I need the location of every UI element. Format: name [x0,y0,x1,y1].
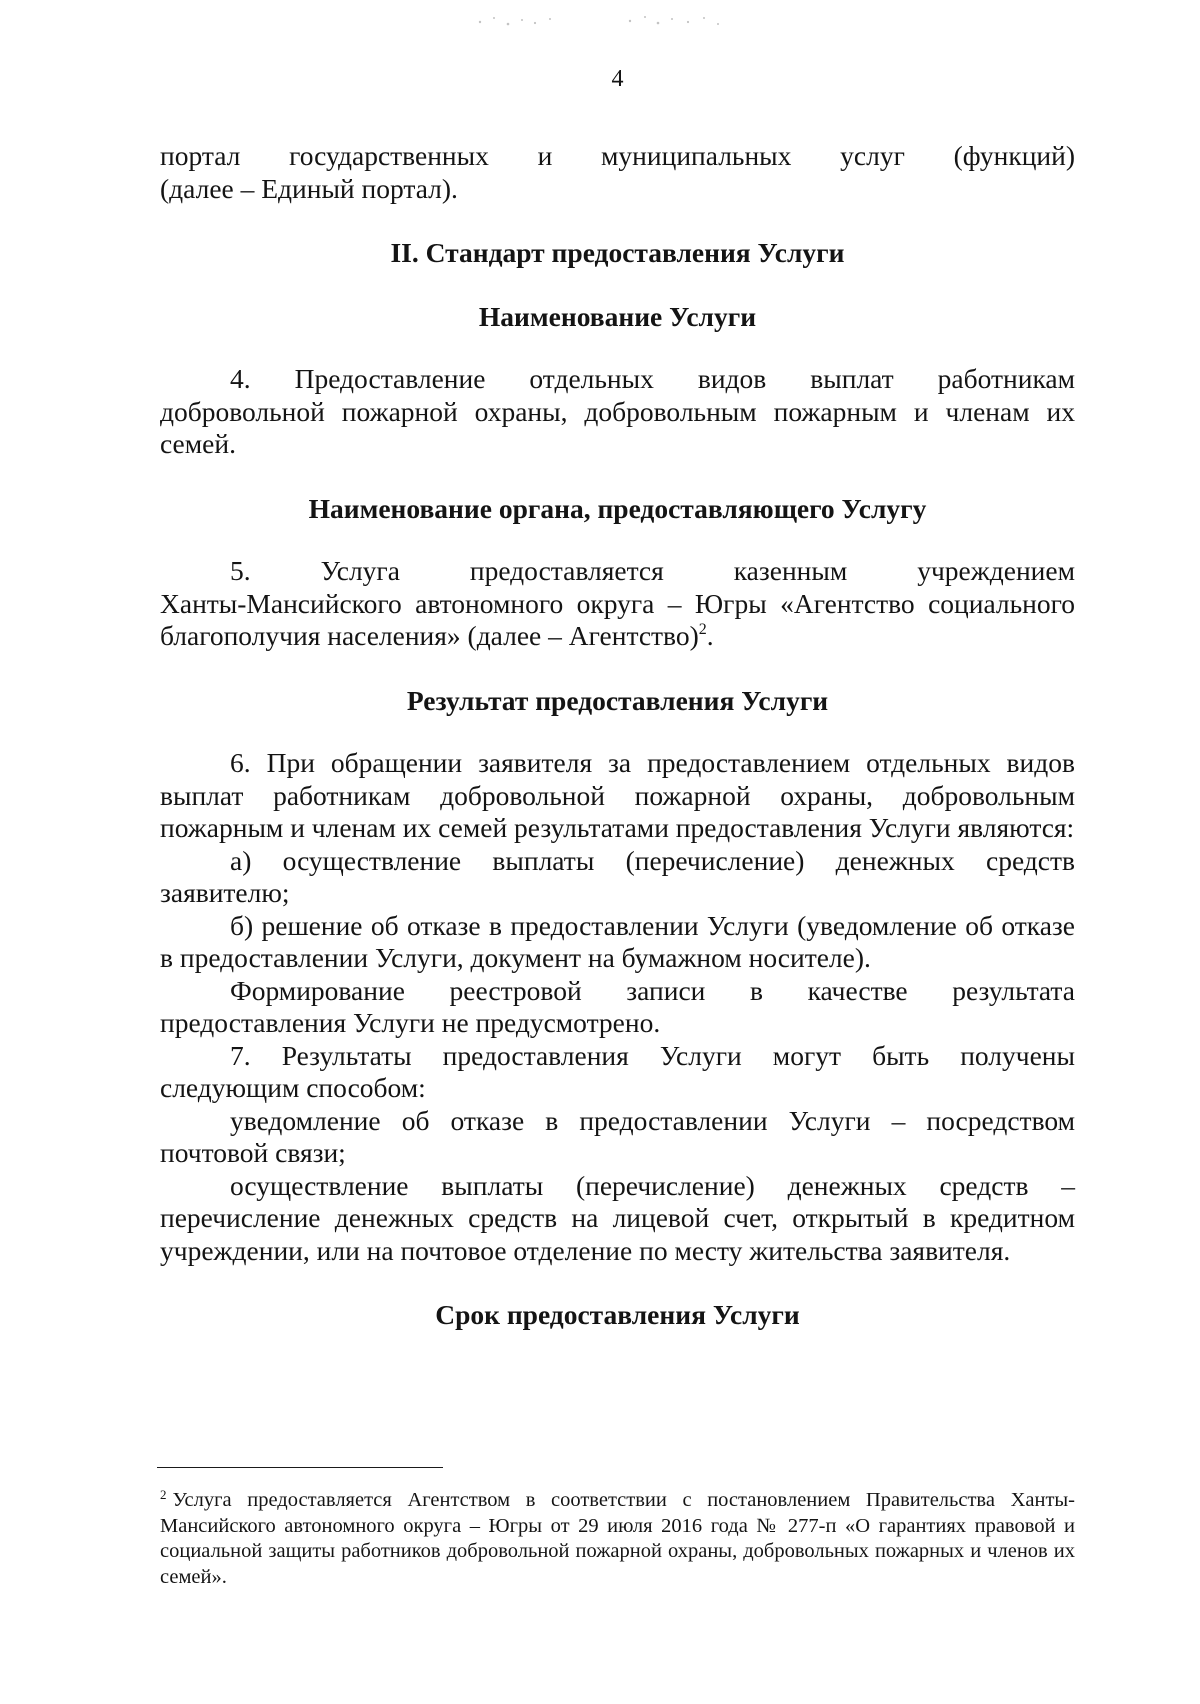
result-heading: Результат предоставления Услуги [406,684,829,716]
page-number: 4 [611,66,624,92]
paragraph-7: 7. Результаты предоставления Услуги могут быть получены следующим способом: [160,1039,1075,1103]
paragraph-7b: осуществление выплаты (перечисление) денежных средств – перечисление денежных средств на лицевой счет, открытый в кредитном учреждении, или на почтовое отделение по месту жительства заявителя. [160,1169,1075,1266]
footnote-ref-2: 2 [698,621,707,638]
paragraph-4-line-1: 4. Предоставление отдельных видов выплат работникам [230,363,1075,394]
intro-line-2: (далее – Единый портал). [160,172,458,204]
paragraph-5-end: . [706,620,714,651]
paragraph-7a: уведомление об отказе в предоставлении Услуги – посредством почтовой связи; [160,1104,1075,1168]
paragraph-6b: б) решение об отказе в предоставлении Услуги (уведомление об отказе в предоставлении Услуги, документ на бумажном носителе). [160,909,1075,973]
term-heading: Срок предоставления Услуги [435,1299,800,1330]
paragraph-4-rest: добровольной пожарной охраны, добровольным пожарным и членам их семей. [160,395,1075,459]
document-body [160,140,1075,1332]
footnote-text: Услуга предоставляется Агентством в соответствии с постановлением Правительства Ханты-Мансийского автономного округа – Югры от 29 июля 2016 года № 277-п «О гарантиях правовой и социальной защиты работников добровольной пожарной охраны, добровольных пожарных и членов их семей». [160,1489,1075,1588]
scan-artifact-icon [460,8,760,34]
paragraph-6c: Формирование реестровой записи в качестве результата предоставления Услуги не предусмотрено. [160,974,1075,1038]
service-name-heading: Наименование Услуги [478,300,757,332]
authority-name-heading: Наименование органа, предоставляющего Услугу [308,492,927,524]
footnote-mark: 2 [160,1487,167,1502]
paragraph-6: 6. При обращении заявителя за предоставлением отдельных видов выплат работникам добровольной пожарной охраны, добровольным пожарным и членам их семей результатами предоставления Услуги являются: [160,747,1075,843]
footnote-2 [160,1488,1075,1590]
paragraph-6a: а) осуществление выплаты (перечисление) денежных средств заявителю; [160,844,1075,908]
paragraph-5-rest [160,588,1075,653]
section-title: II. Стандарт предоставления Услуги [390,237,845,268]
paragraph-5-line-1: 5. Услуга предоставляется казенным учреждением [230,555,1075,586]
footnote-divider [157,1467,443,1468]
footnote [160,1488,1075,1590]
intro-line-1: портал государственных и муниципальных услуг (функций) [160,140,1075,171]
paragraph-5-text: Ханты-Мансийского автономного округа – Югры «Агентство социального благополучия населения» (далее – Агентство) [160,587,1075,651]
